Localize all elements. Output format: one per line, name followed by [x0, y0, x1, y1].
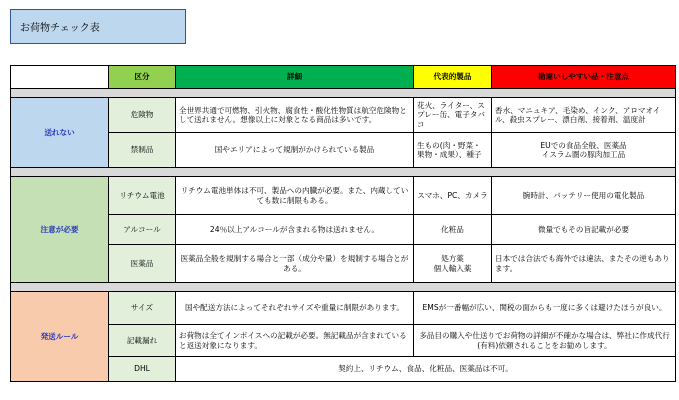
row-examples-alcohol: 化粧品	[414, 215, 492, 245]
header-warnings: 勘違いしやすい品・注意点	[492, 66, 676, 89]
row-detail-lithium: リチウム電池単体は不可、製品への内臓が必要。また、内蔵していても数に制限もある。	[176, 177, 414, 215]
row-item-dangerous: 危険物	[109, 98, 176, 133]
section-label-caution: 注意が必要	[11, 177, 109, 283]
page-title-text: お荷物チェック表	[20, 23, 100, 34]
row-detail-dhl: 契約上、リチウム、食品、化粧品、医薬品は不可。	[176, 357, 676, 382]
row-examples-prohibited: 生もの(肉・野菜・果物・成果）、種子	[414, 133, 492, 168]
page-title	[10, 9, 186, 44]
row-examples-dangerous: 花火、ライター、スプレー缶、電子タバコ	[414, 98, 492, 133]
row-detail-alcohol: 24％以上アルコールが含まれる物は送れません。	[176, 215, 414, 245]
row-item-medicine: 医薬品	[109, 245, 176, 283]
row-item-dhl: DHL	[109, 357, 176, 382]
row-item-lithium: リチウム電池	[109, 177, 176, 215]
row-item-alcohol: アルコール	[109, 215, 176, 245]
row-warnings-missing: 多品目の購入や仕送りでお荷物の詳細が不確かな場合は、弊社に作成代行(有料)依頼されることをお勧めします。	[414, 325, 676, 357]
row-item-missing: 記載漏れ	[109, 325, 176, 357]
row-detail-dangerous: 全世界共通で可燃物、引火物、腐食性・酸化性物質は航空危険物として送れません。想像以上に対象となる商品は多いです。	[176, 98, 414, 133]
spacer-row	[11, 168, 676, 177]
table-row	[11, 215, 676, 245]
row-warnings-prohibited: EUでの食品全般、医薬品 イスラム圏の豚肉加工品	[492, 133, 676, 168]
table-row	[11, 177, 676, 215]
row-warnings-medicine: 日本では合法でも海外では違法、またその逆もあります。	[492, 245, 676, 283]
row-detail-missing: お荷物は全てインボイスへの記載が必要。無記載品が含まれていると返送対象になります。	[176, 325, 414, 357]
row-warnings-dangerous: 香水、マニュキア、毛染め、インク、アロマオイル、殺虫スプレー、漂白剤、接着剤、温度計	[492, 98, 676, 133]
spacer-row	[11, 89, 676, 98]
table-row	[11, 292, 676, 325]
spacer-row	[11, 283, 676, 292]
row-item-prohibited: 禁制品	[109, 133, 176, 168]
table-row	[11, 133, 676, 168]
table-row	[11, 325, 676, 357]
section-label-shipping-rules: 発送ルール	[11, 292, 109, 382]
row-item-size: サイズ	[109, 292, 176, 325]
row-warnings-alcohol: 微量でもその旨記載が必要	[492, 215, 676, 245]
row-examples-lithium: スマホ、PC、カメラ	[414, 177, 492, 215]
table-row	[11, 357, 676, 382]
row-examples-medicine: 処方薬 個人輸入薬	[414, 245, 492, 283]
table-row	[11, 245, 676, 283]
row-warnings-size: EMSが一番幅が広い、関税の面からも一度に多くは避けたほうが良い。	[414, 292, 676, 325]
header-blank-cell	[11, 66, 109, 89]
header-detail: 詳細	[176, 66, 414, 89]
header-row	[11, 66, 676, 89]
row-detail-medicine: 医薬品全般を規制する場合と一部（成分や量）を規制する場合とがある。	[176, 245, 414, 283]
row-detail-size: 国や配送方法によってそれぞれサイズや重量に制限があります。	[176, 292, 414, 325]
header-category: 区分	[109, 66, 176, 89]
table-row	[11, 98, 676, 133]
section-label-cannot-send: 送れない	[11, 98, 109, 168]
checklist-table	[10, 65, 676, 382]
row-warnings-lithium: 腕時計、バッテリー使用の電化製品	[492, 177, 676, 215]
row-detail-prohibited: 国やエリアによって規制がかけられている製品	[176, 133, 414, 168]
header-examples: 代表的製品	[414, 66, 492, 89]
